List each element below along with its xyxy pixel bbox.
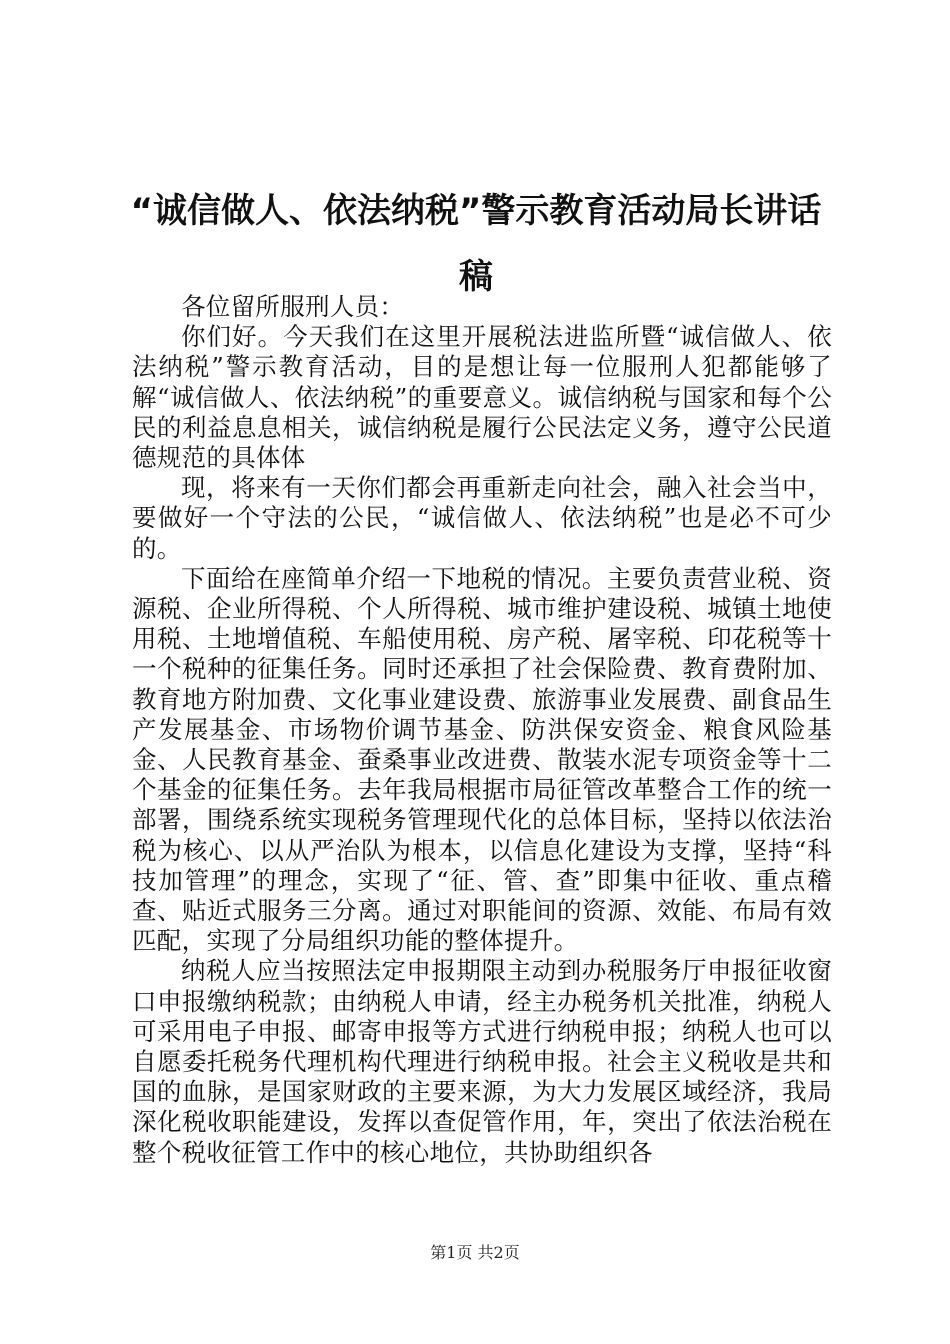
paragraph-continuation: 现，将来有一天你们都会再重新走向社会，融入社会当中，要做好一个守法的公民，“诚信做人、依法纳税”也是必不可少的。 (132, 473, 832, 563)
paragraph-local-tax-intro: 下面给在座简单介绍一下地税的情况。主要负责营业税、资源税、企业所得税、个人所得税、城市维护建设税、城镇土地使用税、土地增值税、车船使用税、房产税、屠宰税、印花税等十一个税种的征集任务。同时还承担了社会保险费、教育费附加、教育地方附加费、文化事业建设费、旅游事业发展费、副食品生产发展基金、市场物价调节基金、防洪保安资金、粮食风险基金、人民教育基金、蚕桑事业改进费、散装水泥专项资金等十二个基金的征集任务。去年我局根据市局征管改革整合工作的统一部署，围绕系统实现税务管理现代化的总体目标，坚持以依法治税为核心、以从严治队为根本，以信息化建设为支撑，坚持“科技加管理”的理念，实现了“征、管、查”即集中征收、重点稽查、贴近式服务三分离。通过对职能间的资源、效能、布局有效匹配，实现了分局组织功能的整体提升。 (132, 563, 833, 956)
paragraph-greeting: 你们好。今天我们在这里开展税法进监所暨“诚信做人、依法纳税”警示教育活动，目的是想让每一位服刑人犯都能够了解“诚信做人、依法纳税”的重要意义。诚信纳税与国家和每个公民的利益息息相关，诚信纳税是履行公民法定义务，遵守公民道德规范的具体体 (132, 322, 832, 473)
document-body (132, 292, 832, 1168)
page-footer: 第1页 共2页 (430, 1243, 520, 1262)
paragraph-tax-declaration: 纳税人应当按照法定申报期限主动到办税服务厅申报征收窗口申报缴纳税款；由纳税人申请，经主办税务机关批准，纳税人可采用电子申报、邮寄申报等方式进行纳税申报；纳税人也可以自愿委托税务代理机构代理进行纳税申报。社会主义税收是共和国的血脉，是国家财政的主要来源，为大力发展区域经济，我局深化税收职能建设，发挥以查促管作用，年，突出了依法治税在整个税收征管工作中的核心地位，共协助组织各 (132, 956, 832, 1167)
document-title: “诚信做人、依法纳税”警示教育活动局长讲话稿 (130, 191, 822, 297)
salutation: 各位留所服刑人员： (181, 292, 405, 321)
